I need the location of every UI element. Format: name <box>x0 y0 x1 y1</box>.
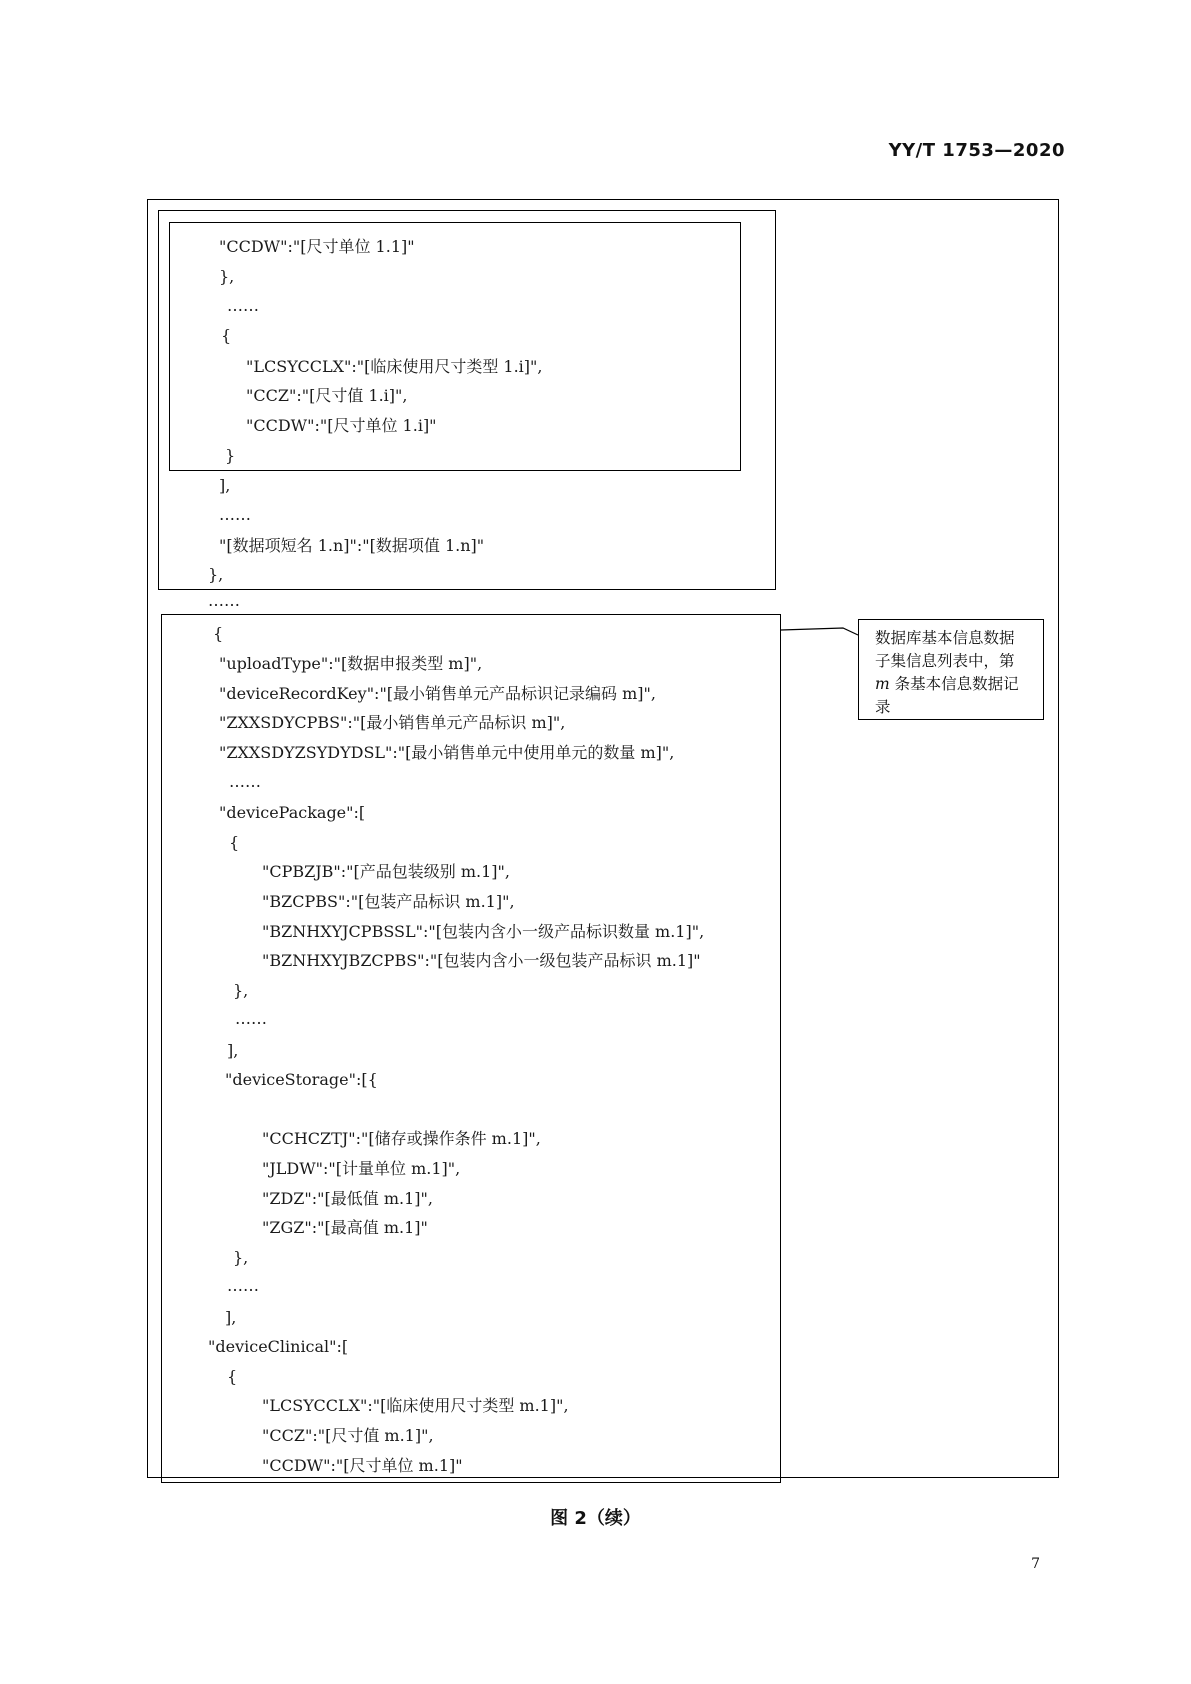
code-line: …… <box>227 1276 259 1295</box>
annotation-line: 录 <box>875 698 891 716</box>
code-line: ], <box>227 1041 239 1060</box>
code-line: "CCDW":"[尺寸单位 1.1]" <box>219 237 415 256</box>
annotation-italic-m: m <box>875 675 890 693</box>
annotation-callout <box>858 619 1044 720</box>
code-line: "CCHCZTJ":"[储存或操作条件 m.1]", <box>262 1129 541 1148</box>
page-number: 7 <box>1031 1556 1040 1572</box>
code-line: "ZXXSDYZSYDYDSL":"[最小销售单元中使用单元的数量 m]", <box>219 743 675 762</box>
code-line: ], <box>219 476 231 495</box>
code-line: ], <box>225 1308 237 1327</box>
code-line: "uploadType":"[数据申报类型 m]", <box>219 654 483 673</box>
code-line: "LCSYCCLX":"[临床使用尺寸类型 m.1]", <box>262 1396 569 1415</box>
code-line: …… <box>229 772 261 791</box>
code-line: }, <box>233 981 249 1000</box>
code-line: { <box>227 1367 238 1386</box>
code-line: …… <box>235 1009 267 1028</box>
code-line: "deviceClinical":[ <box>208 1337 349 1356</box>
code-line: …… <box>227 296 259 315</box>
annotation-line: 子集信息列表中，第 <box>875 652 1015 670</box>
code-line: }, <box>233 1248 249 1267</box>
code-line: "CCDW":"[尺寸单位 1.i]" <box>246 416 437 435</box>
code-line: "deviceRecordKey":"[最小销售单元产品标识记录编码 m]", <box>219 684 656 703</box>
annotation-line <box>875 674 1019 694</box>
code-line: "ZDZ":"[最低值 m.1]", <box>262 1189 433 1208</box>
code-line: "BZNHXYJBZCPBS":"[包装内含小一级包装产品标识 m.1]" <box>262 951 701 970</box>
code-line: } <box>225 446 236 465</box>
code-line: { <box>221 326 232 345</box>
code-line: …… <box>208 591 240 610</box>
annotation-line: 数据库基本信息数据 <box>875 629 1015 647</box>
annotation-line-text: 条基本信息数据记 <box>894 675 1019 693</box>
code-line: }, <box>219 267 235 286</box>
code-line: "CPBZJB":"[产品包装级别 m.1]", <box>262 862 510 881</box>
figure-caption: 图 2（续） <box>550 1508 641 1529</box>
standard-code: YY/T 1753—2020 <box>888 140 1065 161</box>
code-line: "BZNHXYJCPBSSL":"[包装内含小一级产品标识数量 m.1]", <box>262 922 705 941</box>
code-line: "[数据项短名 1.n]":"[数据项值 1.n]" <box>219 536 485 555</box>
code-line: { <box>229 833 240 852</box>
code-line: "deviceStorage":[{ <box>225 1070 378 1089</box>
code-line: "LCSYCCLX":"[临床使用尺寸类型 1.i]", <box>246 357 543 376</box>
code-line: "ZXXSDYCPBS":"[最小销售单元产品标识 m]", <box>219 713 566 732</box>
code-line: { <box>213 624 224 643</box>
code-line: …… <box>219 505 251 524</box>
code-line: "CCZ":"[尺寸值 1.i]", <box>246 386 408 405</box>
code-line: "JLDW":"[计量单位 m.1]", <box>262 1159 461 1178</box>
code-line: "CCZ":"[尺寸值 m.1]", <box>262 1426 434 1445</box>
code-line: "ZGZ":"[最高值 m.1]" <box>262 1218 428 1237</box>
code-line: "CCDW":"[尺寸单位 m.1]" <box>262 1456 463 1475</box>
code-line: "devicePackage":[ <box>219 803 366 822</box>
code-line: "BZCPBS":"[包装产品标识 m.1]", <box>262 892 515 911</box>
code-line: }, <box>208 565 224 584</box>
